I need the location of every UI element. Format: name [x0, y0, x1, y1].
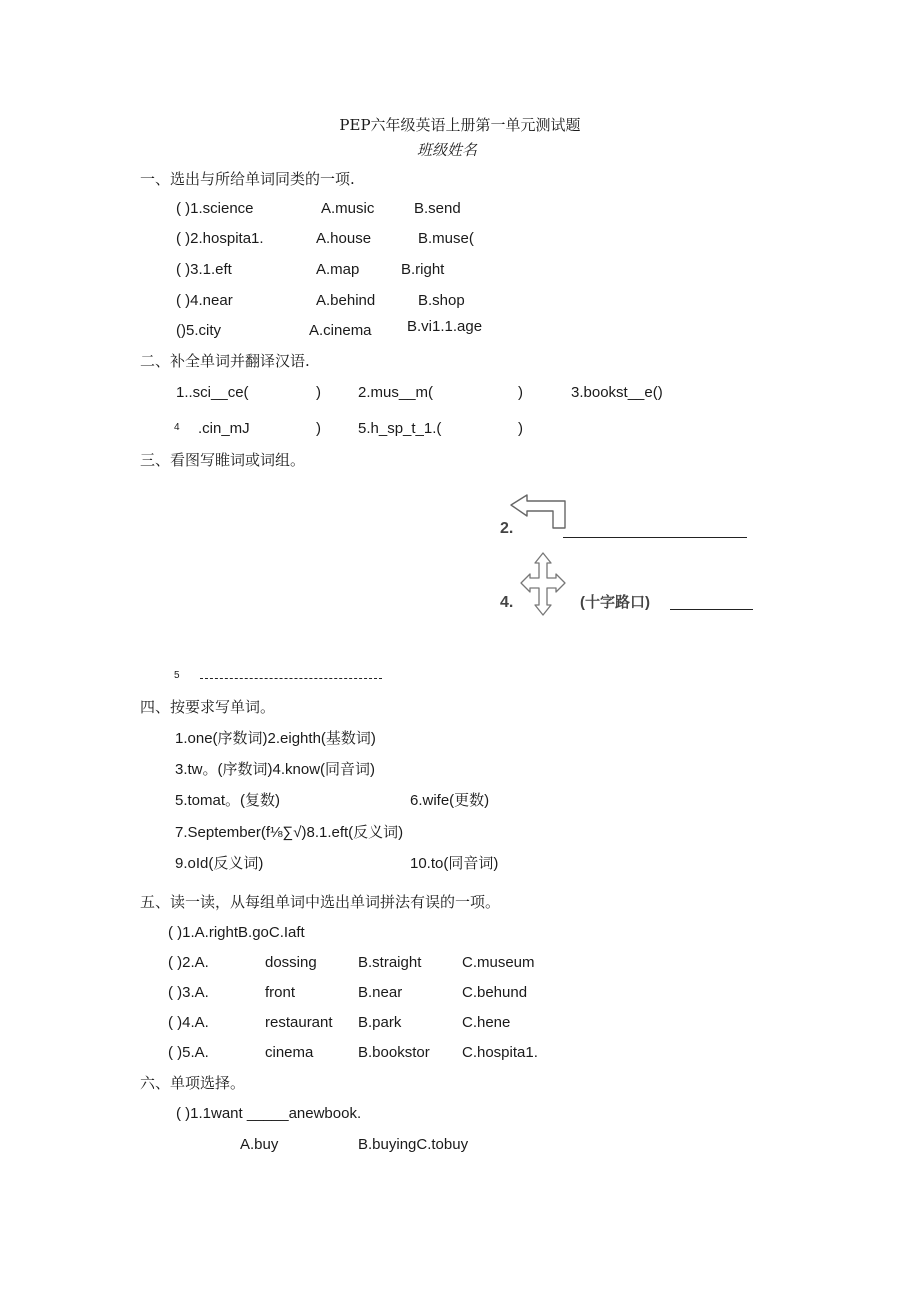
s1-q5-stem: ()5.city [176, 322, 221, 339]
s4-line-4: 7.September(f⅛∑√)8.1.eft(反义词) [175, 824, 404, 841]
s1-q4-stem: ( )4.near [176, 292, 233, 309]
s5-q4-option-b: B.park [358, 1014, 402, 1031]
s2-q5: 5.h_sp_t_1.( [358, 420, 442, 437]
s2-q2: 2.mus__m( [358, 384, 434, 401]
s1-q5-option-b: B.vi1.1.age [407, 318, 483, 335]
s5-q1: ( )1.A.rightB.goC.Iaft [168, 924, 305, 941]
s1-q4-option-a: A.behind [316, 292, 376, 309]
s6-q1-option-a: A.buy [240, 1136, 279, 1153]
s2-q1-close: ) [316, 384, 321, 401]
s6-q1-stem: ( )1.1want _____anewbook. [176, 1105, 362, 1122]
s5-q3-option-b: B.near [358, 984, 403, 1001]
s2-q2-close: ) [518, 384, 523, 401]
s1-q1-stem: ( )1.science [176, 200, 254, 217]
s1-q3-option-b: B.right [401, 261, 445, 278]
s4-line-1: 1.one(序数词)2.eighth(基数词) [175, 730, 376, 747]
s5-q3-option-a: front [265, 984, 296, 1001]
s6-q1-options-bc: B.buyingC.tobuy [358, 1136, 469, 1153]
section-3-heading: 三、看图写睢词或词组。 [140, 451, 306, 469]
s4-q10: 10.to(同音词) [410, 855, 499, 872]
s2-q4-number: 4 [174, 422, 180, 433]
s3-q5-number: 5 [174, 670, 180, 681]
s4-q6: 6.wife(更数) [410, 792, 490, 809]
s2-q1: 1..sci__ce( [176, 384, 249, 401]
s5-q4-stem: ( )4.A. [168, 1014, 209, 1031]
crossroad-arrows-icon [520, 552, 566, 616]
s4-q9: 9.oId(反义词) [175, 855, 264, 872]
s5-q2-option-c: C.museum [462, 954, 535, 971]
s5-q5-option-b: B.bookstor [358, 1044, 430, 1061]
s5-q2-option-a: dossing [265, 954, 317, 971]
s2-q3: 3.bookst__e() [571, 384, 663, 401]
s4-q5: 5.tomat。(复数) [175, 792, 281, 809]
s5-q5-option-a: cinema [265, 1044, 314, 1061]
fig-label-2: 2. [500, 520, 514, 537]
crossroad-label: (十字路口) [580, 594, 650, 611]
s5-q4-option-a: restaurant [265, 1014, 333, 1031]
s1-q3-option-a: A.map [316, 261, 360, 278]
s1-q2-stem: ( )2.hospita1. [176, 230, 264, 247]
section-6-heading: 六、单项选择。 [140, 1074, 246, 1092]
turn-left-arrow-icon [505, 492, 575, 532]
s5-q2-option-b: B.straight [358, 954, 422, 971]
s2-q5-close: ) [518, 420, 523, 437]
page-title: PEP六年级英语上册第一单元测试题 [339, 116, 581, 134]
s1-q1-option-b: B.send [414, 200, 461, 217]
s5-q4-option-c: C.hene [462, 1014, 511, 1031]
s5-q3-option-c: C.behund [462, 984, 528, 1001]
section-2-heading: 二、补全单词并翻译汉语. [140, 352, 310, 370]
fig-label-4: 4. [500, 594, 514, 611]
s2-q4: .cin_mJ [198, 420, 250, 437]
s1-q3-stem: ( )3.1.eft [176, 261, 232, 278]
s4-line-2: 3.tw。(序数词)4.know(同音词) [175, 761, 376, 778]
s1-q5-option-a: A.cinema [309, 322, 372, 339]
section-5-heading: 五、读一读，从每组单词中选出单词拼法有误的一项。 [140, 893, 501, 911]
s1-q2-option-b: B.muse( [418, 230, 474, 247]
class-name-line: 班级姓名 [416, 141, 477, 159]
answer-line-4 [670, 609, 753, 610]
s1-q2-option-a: A.house [316, 230, 372, 247]
s1-q4-option-b: B.shop [418, 292, 465, 309]
s5-q5-option-c: C.hospita1. [462, 1044, 538, 1061]
section-1-heading: 一、选出与所给单词同类的一项. [140, 170, 355, 188]
s5-q2-stem: ( )2.A. [168, 954, 209, 971]
s5-q3-stem: ( )3.A. [168, 984, 209, 1001]
s1-q1-option-a: A.music [321, 200, 375, 217]
answer-line-2 [563, 537, 747, 538]
s5-q5-stem: ( )5.A. [168, 1044, 209, 1061]
s2-q4-close: ) [316, 420, 321, 437]
section-4-heading: 四、按要求写单词。 [140, 698, 276, 716]
answer-line-5 [200, 678, 382, 679]
